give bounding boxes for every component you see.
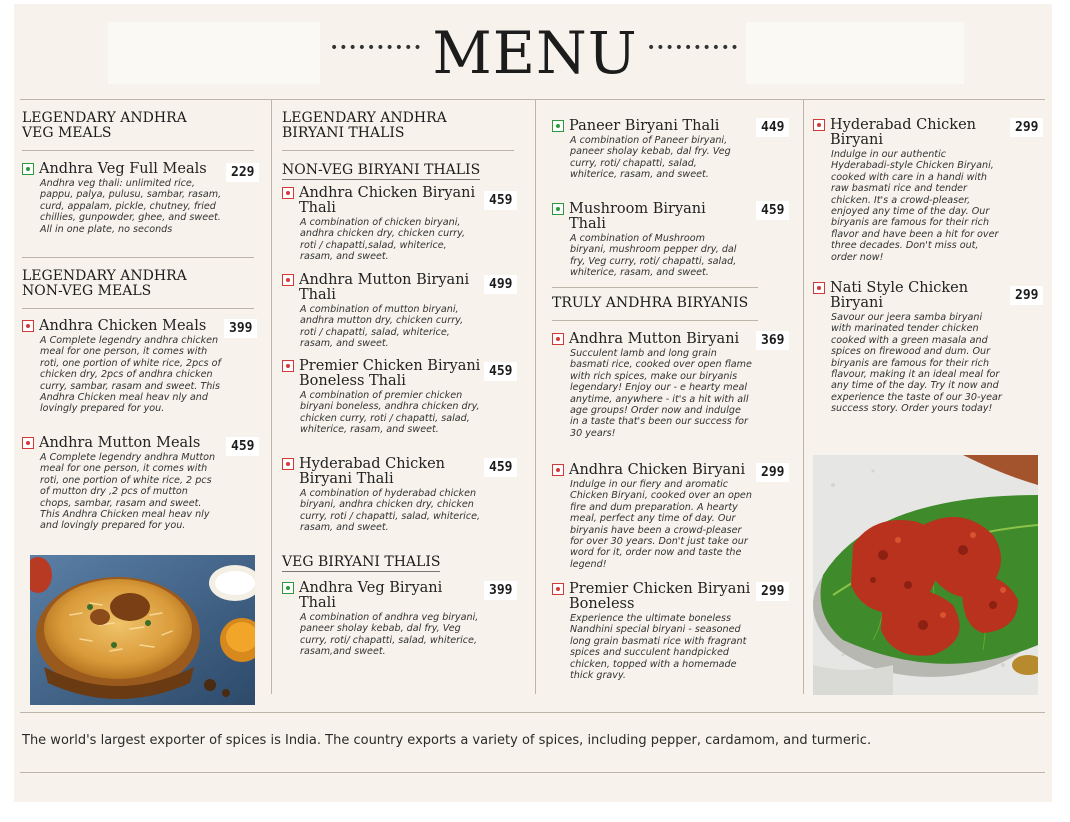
item-name: Andhra Chicken Meals xyxy=(39,318,207,334)
nonveg-icon xyxy=(813,282,825,294)
menu-item xyxy=(282,186,482,263)
item-price: 449 xyxy=(756,118,789,137)
menu-title: MENU xyxy=(432,19,638,87)
item-description: Savour our jeera samba biryani with marinated tender chicken cooked with a green masala and spices on firewood and dum. Our biryanis are famous for their rich flavour, making it an ideal meal for any time of the day. Try it now and experience the taste of our 30-year success story. Order yours today! xyxy=(831,312,1002,415)
nonveg-icon xyxy=(282,187,294,199)
nonveg-icon xyxy=(552,333,564,345)
footer-divider-top xyxy=(20,712,1045,713)
section-underline xyxy=(552,320,758,321)
item-price: 459 xyxy=(226,437,259,456)
section-divider xyxy=(552,287,758,288)
item-description: A Complete legendry andhra chicken meal for one person, it comes with roti, one portion of white rice, 2pcs of chicken dry, 2pcs of andhra chicken curry, sambar, rasam and sweet. This Andhra Chicken meal heav nly and lovingly prepared for you. xyxy=(40,335,221,415)
item-name: Andhra Chicken Biryani xyxy=(569,462,746,478)
footer-text: The world's largest exporter of spices is India. The country exports a variety of spices, including pepper, cardamom, and turmeric. xyxy=(22,733,872,748)
column-divider-2 xyxy=(535,100,536,694)
item-description: Experience the ultimate boneless Nandhini special biryani - seasoned long grain basmati rice with fragrant spices and succulent handpicked chicken, topped with a homemade thick gravy. xyxy=(570,613,747,682)
item-price: 369 xyxy=(756,331,789,350)
item-name: Premier Chicken Biryani Boneless Thali xyxy=(299,358,481,389)
item-description: A Complete legendry andhra Mutton meal for one person, it comes with roti, one portion of white rice, 2 pcs of mutton dry ,2 pcs of mutton chops, sambar, rasam and sweet. This Andhra Chicken meal heav nly and lovingly prepared for you. xyxy=(40,452,216,532)
item-price: 459 xyxy=(484,362,517,381)
item-name: Nati Style Chicken Biryani xyxy=(830,280,969,311)
section-title-veg-meals: LEGENDARY ANDHRA VEG MEALS xyxy=(22,110,187,141)
item-name: Paneer Biryani Thali xyxy=(569,118,720,134)
menu-item xyxy=(22,319,222,415)
biryani-photo xyxy=(30,555,255,705)
item-price: 299 xyxy=(1010,286,1043,305)
item-description: A combination of mutton biryani, andhra mutton dry, chicken curry, roti / chapatti, salad, whiterice, rasam, and sweet. xyxy=(300,304,464,350)
item-description: Indulge in our fiery and aromatic Chicken Biryani, cooked over an open fire and dum preparation. A hearty meal, perfect any time of day. Our biryanis have been a crowd-pleaser for over 30 years. Don't just take our word for it, order now and taste the legend! xyxy=(570,479,752,570)
subsection-title-nonveg-thalis: NON-VEG BIRYANI THALIS xyxy=(282,162,481,178)
nonveg-icon xyxy=(552,464,564,476)
menu-item xyxy=(813,281,1003,415)
footer-divider-bottom xyxy=(20,772,1045,773)
menu-item xyxy=(552,332,752,439)
nonveg-icon xyxy=(282,274,294,286)
item-price: 399 xyxy=(224,319,257,338)
menu-item xyxy=(22,162,222,235)
menu-item xyxy=(22,436,222,532)
column-divider-3 xyxy=(803,100,804,694)
menu-item xyxy=(552,582,752,681)
nonveg-icon xyxy=(22,320,34,332)
section-title-biryani-thalis: LEGENDARY ANDHRA BIRYANI THALIS xyxy=(282,110,447,141)
nonveg-icon xyxy=(282,360,294,372)
item-price: 299 xyxy=(756,463,789,482)
item-price: 399 xyxy=(484,581,517,600)
item-description: Succulent lamb and long grain basmati rice, cooked over open flame with rich spices, make our biryanis legendary! Enjoy our - e hearty meal anytime, anywhere - it's a hit with all age groups! Order now and indulge in a taste that's been our success for 30 years! xyxy=(570,348,752,439)
item-description: A combination of chicken biryani, andhra chicken dry, chicken curry, roti / chapatti,salad, whiterice, rasam, and sweet. xyxy=(300,217,466,263)
item-price: 499 xyxy=(484,275,517,294)
item-name: Andhra Mutton Meals xyxy=(39,435,201,451)
nonveg-icon xyxy=(282,458,294,470)
item-name: Andhra Veg Biryani Thali xyxy=(299,580,443,611)
item-name: Andhra Mutton Biryani xyxy=(569,331,740,347)
veg-icon xyxy=(22,163,34,175)
menu-item xyxy=(282,359,482,436)
section-underline xyxy=(282,150,514,151)
column-divider-1 xyxy=(271,100,272,694)
nonveg-icon xyxy=(552,583,564,595)
header-dots-right: •••••••••• xyxy=(647,40,740,56)
item-description: A combination of Paneer biryani, paneer sholay kebab, dal fry. Veg curry, roti/ chapatti, salad, whiterice, rasam, and sweet. xyxy=(570,135,731,181)
header-dots-left: •••••••••• xyxy=(330,40,423,56)
item-description: Indulge in our authentic Hyderabadi-style Chicken Biryani, cooked with care in a handi with raw basmati rice and tender chicken. It's a crowd-pleaser, enjoyed any time of the day. Our biryanis are famous for their rich flavor and have been a hit for over three decades. Don't miss out, order now! xyxy=(831,149,999,263)
section-title-truly-andhra: TRULY ANDHRA BIRYANIS xyxy=(552,295,749,311)
item-name: Andhra Chicken Biryani Thali xyxy=(299,185,476,216)
item-price: 229 xyxy=(226,163,259,182)
item-name: Mushroom Biryani Thali xyxy=(569,201,706,232)
item-name: Hyderabad Chicken Biryani Thali xyxy=(299,456,445,487)
item-name: Andhra Veg Full Meals xyxy=(39,161,207,177)
item-description: A combination of andhra veg biryani, paneer sholay kebab, dal fry, Veg curry, roti/ chapatti, salad, whiterice, rasam,and sweet. xyxy=(300,612,479,658)
section-underline xyxy=(22,150,254,151)
nonveg-icon xyxy=(813,119,825,131)
item-name: Andhra Mutton Biryani Thali xyxy=(299,272,470,303)
veg-icon xyxy=(552,120,564,132)
menu-item xyxy=(552,119,742,181)
item-description: Andhra veg thali: unlimited rice, pappu, palya, pulusu, sambar, rasam, curd, appalam, pickle, chutney, fried chillies, gunpowder, ghee, and sweet. All in one plate, no seconds xyxy=(40,178,222,235)
item-price: 459 xyxy=(484,458,517,477)
item-price: 299 xyxy=(756,582,789,601)
subsection-title-veg-thalis: VEG BIRYANI THALIS xyxy=(282,554,441,570)
item-description: A combination of premier chicken biryani boneless, andhra chicken dry, chicken curry, roti / chapatti, salad, whiterice, rasam, and sweet. xyxy=(300,390,480,436)
menu-item xyxy=(813,118,1003,263)
menu-item xyxy=(282,581,482,658)
veg-icon xyxy=(282,582,294,594)
top-divider xyxy=(20,99,1045,100)
item-name: Premier Chicken Biryani Boneless xyxy=(569,581,751,612)
veg-icon xyxy=(552,203,564,215)
chicken-photo xyxy=(813,455,1038,695)
item-name: Hyderabad Chicken Biryani xyxy=(830,117,976,148)
section-divider xyxy=(22,257,254,258)
menu-item xyxy=(552,463,752,570)
nonveg-icon xyxy=(22,437,34,449)
item-description: A combination of Mushroom biryani, mushroom pepper dry, dal fry, Veg curry, roti/ chapatti, salad, whiterice, rasam, and sweet. xyxy=(570,233,737,279)
item-description: A combination of hyderabad chicken biryani, andhra chicken dry, chicken curry, roti / chapatti, salad, whiterice, rasam, and sweet. xyxy=(300,488,481,534)
item-price: 299 xyxy=(1010,118,1043,137)
section-underline xyxy=(22,308,254,309)
item-price: 459 xyxy=(484,191,517,210)
menu-item xyxy=(282,273,482,350)
item-price: 459 xyxy=(756,201,789,220)
menu-item xyxy=(552,202,742,279)
menu-item xyxy=(282,457,482,534)
section-title-nonveg-meals: LEGENDARY ANDHRA NON-VEG MEALS xyxy=(22,268,187,299)
